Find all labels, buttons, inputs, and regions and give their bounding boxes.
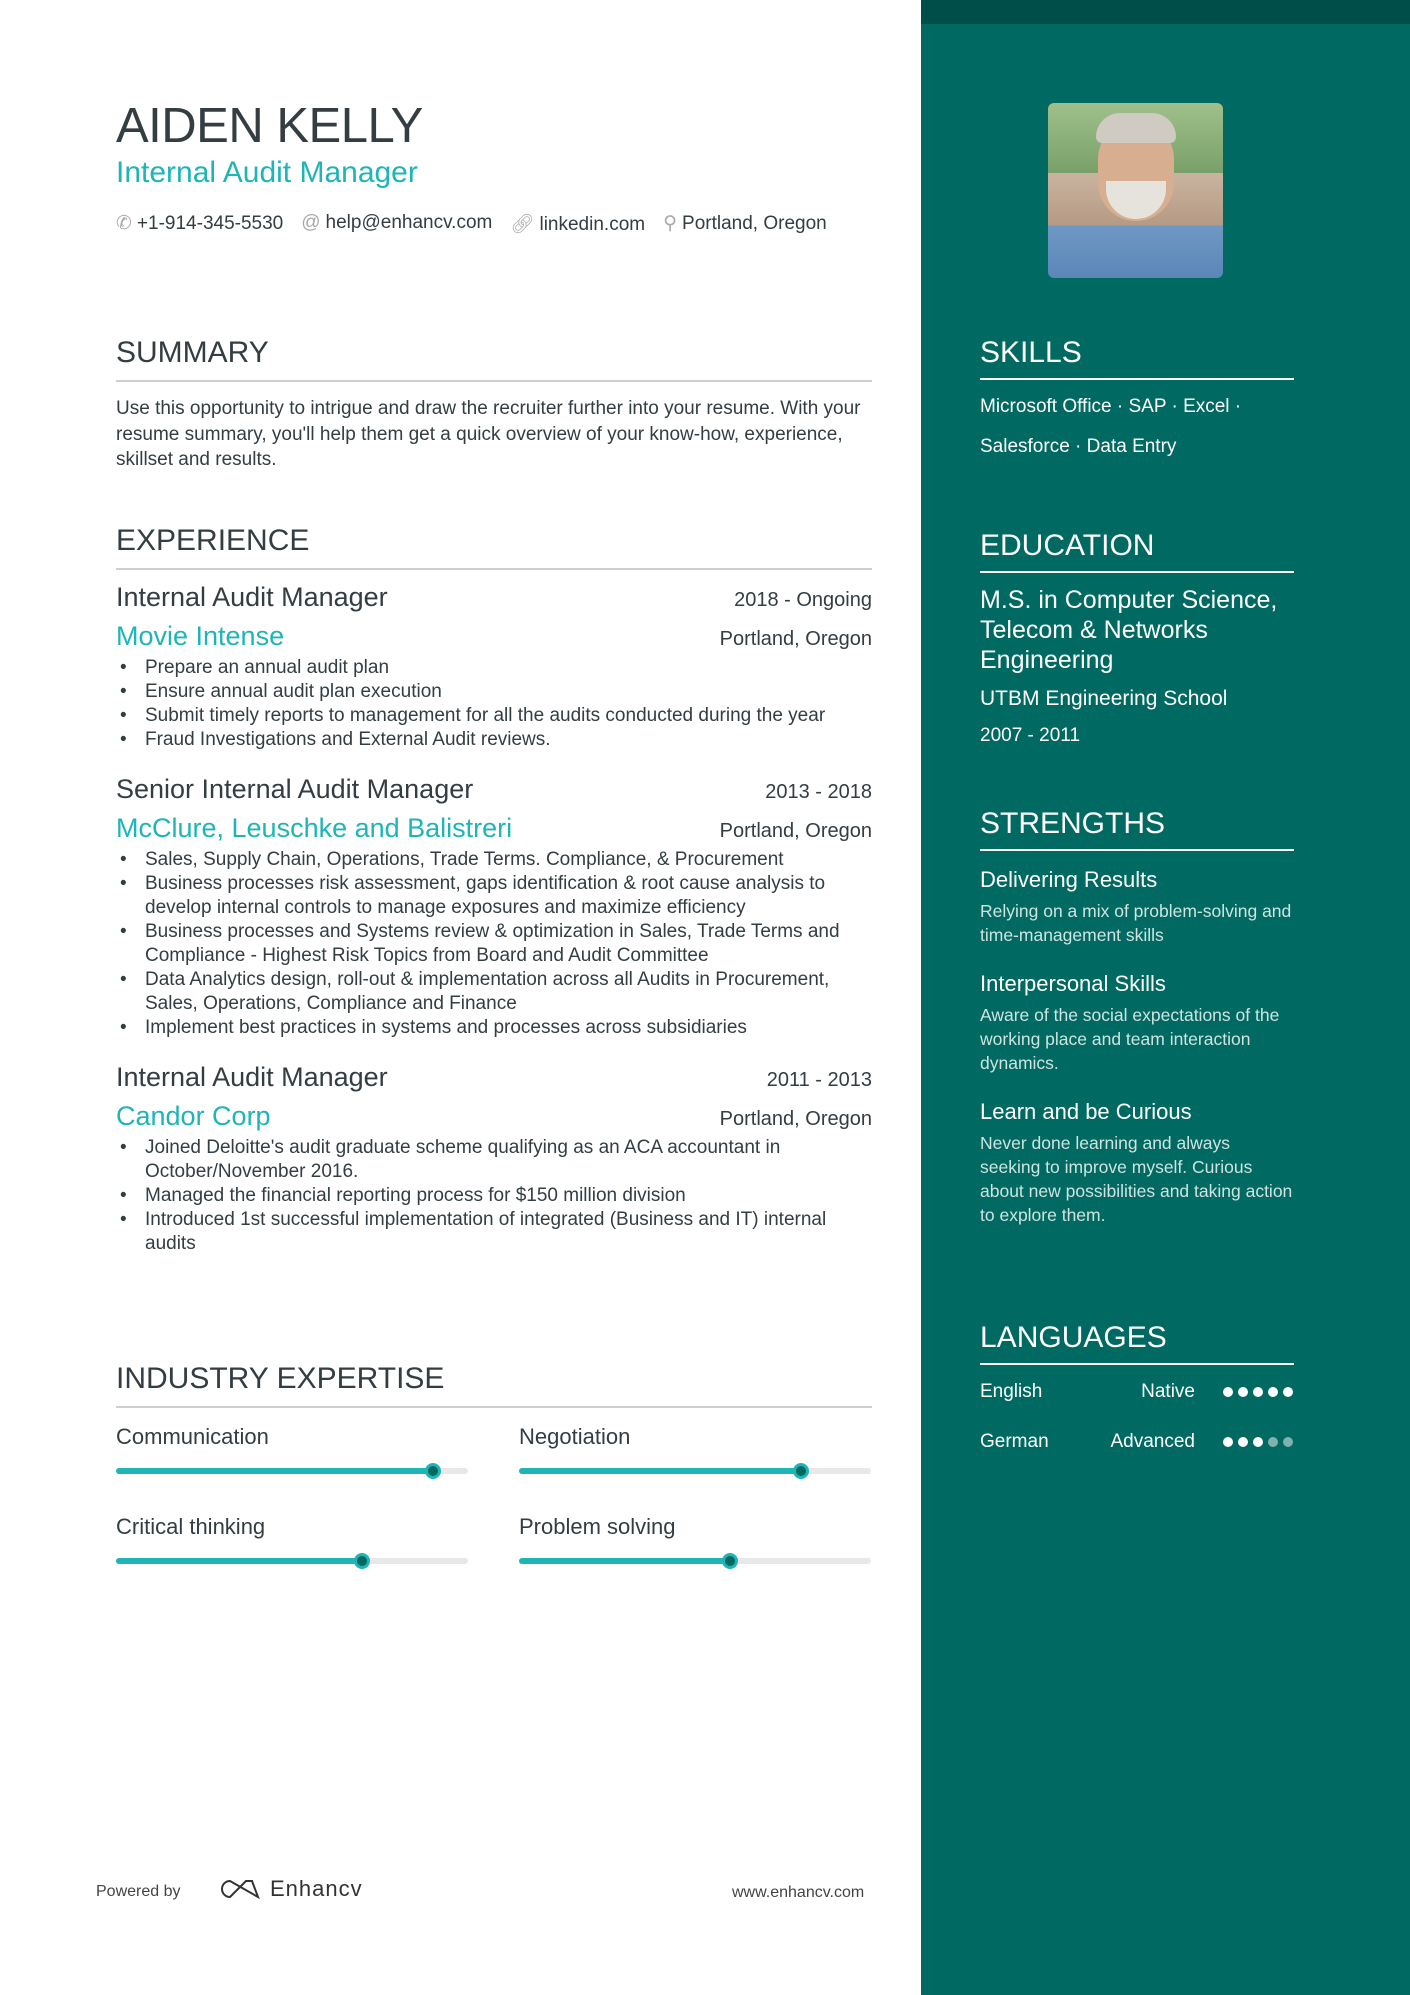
job-bullets: [116, 1136, 872, 1256]
summary-section: [116, 336, 872, 473]
job-bullets: [116, 848, 872, 1040]
expertise-heading: INDUSTRY EXPERTISE: [116, 1362, 445, 1395]
skills-heading: SKILLS: [980, 336, 1082, 369]
strength-title: Learn and be Curious: [980, 1099, 1192, 1124]
expertise-label: Negotiation: [519, 1424, 631, 1449]
degree: M.S. in Computer Science, Telecom & Networks Engineering: [980, 586, 1278, 674]
bullet-item: • Business processes and Systems review & optimization in Sales, Trade Terms and Compliance - Highest Risk Topics from Board and Audit Committee: [116, 920, 872, 968]
powered-by: Powered by: [96, 1883, 181, 1900]
level-dot: [1238, 1437, 1248, 1447]
expertise-item: [116, 1424, 468, 1474]
bullet-item: • Prepare an annual audit plan: [116, 656, 872, 680]
expertise-bar-knob: [722, 1553, 738, 1569]
divider: [116, 1406, 872, 1408]
expertise-bar-knob: [793, 1463, 809, 1479]
expertise-bar-fill: [519, 1558, 730, 1564]
candidate-title: Internal Audit Manager: [116, 156, 418, 189]
bullet-item: • Joined Deloitte's audit graduate scheme qualifying as an ACA accountant in October/November 2016.: [116, 1136, 872, 1184]
expertise-bar-fill: [116, 1558, 362, 1564]
expertise-section: [116, 1362, 872, 1408]
email[interactable]: help@enhancv.com: [325, 212, 493, 233]
job-dates: 2011 - 2013: [766, 1069, 872, 1091]
language-level: Native: [1141, 1381, 1195, 1402]
expertise-bar-fill: [519, 1468, 801, 1474]
job-header: [116, 1062, 872, 1093]
strengths-heading: STRENGTHS: [980, 807, 1166, 840]
strength-title: Delivering Results: [980, 867, 1158, 892]
level-dot: [1223, 1437, 1233, 1447]
level-dot: [1223, 1387, 1233, 1397]
experience-section: [116, 524, 872, 1256]
expertise-bar-fill: [116, 1468, 433, 1474]
enhancv-logo[interactable]: [216, 1876, 363, 1902]
languages-section: [980, 1321, 1294, 1453]
bullet-item: • Ensure annual audit plan execution: [116, 680, 872, 704]
job-location: Portland, Oregon: [719, 1108, 872, 1130]
strength-item: [980, 867, 1294, 947]
job-entry: [116, 774, 872, 1040]
school: UTBM Engineering School: [980, 687, 1228, 710]
job-entry: [116, 1062, 872, 1256]
job-title: Senior Internal Audit Manager: [116, 774, 474, 804]
language-row: [980, 1431, 1294, 1453]
strength-desc: Aware of the social expectations of the working place and team interaction dynamics.: [980, 1005, 1280, 1073]
strength-item: [980, 971, 1294, 1075]
level-dot: [1283, 1437, 1293, 1447]
job-company-row: [116, 1101, 872, 1132]
job-bullets: [116, 656, 872, 752]
level-dot: [1253, 1387, 1263, 1397]
strengths-section: [980, 807, 1294, 1227]
company-name: McClure, Leuschke and Balistreri: [116, 813, 513, 843]
job-header: [116, 774, 872, 805]
experience-heading: EXPERIENCE: [116, 524, 310, 557]
bullet-item: • Introduced 1st successful implementation of integrated (Business and IT) internal audits: [116, 1208, 872, 1256]
level-dot: [1283, 1387, 1293, 1397]
linkedin[interactable]: linkedin.com: [539, 214, 646, 235]
summary-text: Use this opportunity to intrigue and draw the recruiter further into your resume. With your resume summary, you'll help them get a quick overview of your know-how, experience, skillset and results.: [116, 398, 861, 470]
skills-section: [980, 336, 1294, 458]
language-dots: [1218, 1381, 1293, 1403]
divider: [980, 1363, 1294, 1365]
education-section: [980, 529, 1294, 747]
strength-desc: Relying on a mix of problem-solving and time-management skills: [980, 901, 1292, 945]
divider: [116, 380, 872, 382]
job-title: Internal Audit Manager: [116, 582, 388, 612]
level-dot: [1268, 1387, 1278, 1397]
expertise-bar: [116, 1558, 468, 1564]
job-title: Internal Audit Manager: [116, 1062, 388, 1092]
company-name: Movie Intense: [116, 621, 285, 651]
expertise-bar-knob: [425, 1463, 441, 1479]
expertise-label: Critical thinking: [116, 1514, 266, 1539]
language-name: German: [980, 1431, 1049, 1452]
job-entry: [116, 582, 872, 752]
language-level: Advanced: [1110, 1431, 1195, 1452]
expertise-bar-knob: [354, 1553, 370, 1569]
expertise-bar: [519, 1468, 871, 1474]
location: Portland, Oregon: [682, 213, 827, 234]
job-company-row: [116, 813, 872, 844]
language-name: English: [980, 1381, 1043, 1402]
strength-desc: Never done learning and always seeking to improve myself. Curious about new possibilities and taking action to explore them.: [980, 1133, 1293, 1225]
link-icon: 🔗︎: [510, 214, 535, 235]
expertise-label: Problem solving: [519, 1514, 676, 1539]
divider: [980, 849, 1294, 851]
bullet-item: • Managed the financial reporting process for $150 million division: [116, 1184, 872, 1208]
job-dates: 2018 - Ongoing: [734, 589, 872, 611]
candidate-name: AIDEN KELLY: [116, 99, 423, 153]
job-location: Portland, Oregon: [719, 820, 872, 842]
job-location: Portland, Oregon: [719, 628, 872, 650]
expertise-bar: [519, 1558, 871, 1564]
education-heading: EDUCATION: [980, 529, 1155, 562]
profile-photo: [1048, 103, 1223, 278]
expertise-item: [519, 1424, 871, 1474]
language-row: [980, 1381, 1294, 1403]
expertise-bar: [116, 1468, 468, 1474]
bullet-item: • Submit timely reports to management for all the audits conducted during the year: [116, 704, 872, 728]
phone-icon: ✆: [116, 213, 132, 234]
divider: [980, 378, 1294, 380]
divider: [116, 568, 872, 570]
expertise-item: [116, 1514, 468, 1564]
expertise-item: [519, 1514, 871, 1564]
level-dot: [1238, 1387, 1248, 1397]
skills-line-1: Microsoft Office · SAP · Excel ·: [980, 396, 1242, 417]
bullet-item: • Data Analytics design, roll-out & implementation across all Audits in Procurement, Sales, Operations, Compliance and Finance: [116, 968, 872, 1016]
bullet-item: • Business processes risk assessment, gaps identification & root cause analysis to develop internal controls to manage exposures and maximize efficiency: [116, 872, 872, 920]
level-dot: [1253, 1437, 1263, 1447]
phone: +1-914-345-5530: [136, 213, 284, 234]
company-name: Candor Corp: [116, 1101, 271, 1131]
strength-item: [980, 1099, 1294, 1227]
location-icon: ⚲: [663, 213, 678, 234]
education-years: 2007 - 2011: [980, 725, 1081, 746]
job-company-row: [116, 621, 872, 652]
languages-heading: LANGUAGES: [980, 1321, 1167, 1354]
strength-title: Interpersonal Skills: [980, 971, 1166, 996]
expertise-label: Communication: [116, 1424, 269, 1449]
sidebar-top-band: [921, 0, 1410, 24]
at-icon: @: [301, 212, 321, 233]
bullet-item: • Sales, Supply Chain, Operations, Trade Terms. Compliance, & Procurement: [116, 848, 872, 872]
contact-row: [116, 212, 827, 236]
brand-name: Enhancv: [270, 1876, 363, 1901]
job-header: [116, 582, 872, 613]
footer-url[interactable]: www.enhancv.com: [732, 1884, 865, 1901]
level-dot: [1268, 1437, 1278, 1447]
summary-heading: SUMMARY: [116, 336, 269, 369]
enhancv-logo-icon: [216, 1877, 262, 1901]
language-dots: [1218, 1431, 1293, 1453]
bullet-item: • Fraud Investigations and External Audit reviews.: [116, 728, 872, 752]
skills-line-2: Salesforce · Data Entry: [980, 436, 1177, 457]
job-dates: 2013 - 2018: [765, 781, 872, 803]
bullet-item: • Implement best practices in systems and processes across subsidiaries: [116, 1016, 872, 1040]
divider: [980, 571, 1294, 573]
